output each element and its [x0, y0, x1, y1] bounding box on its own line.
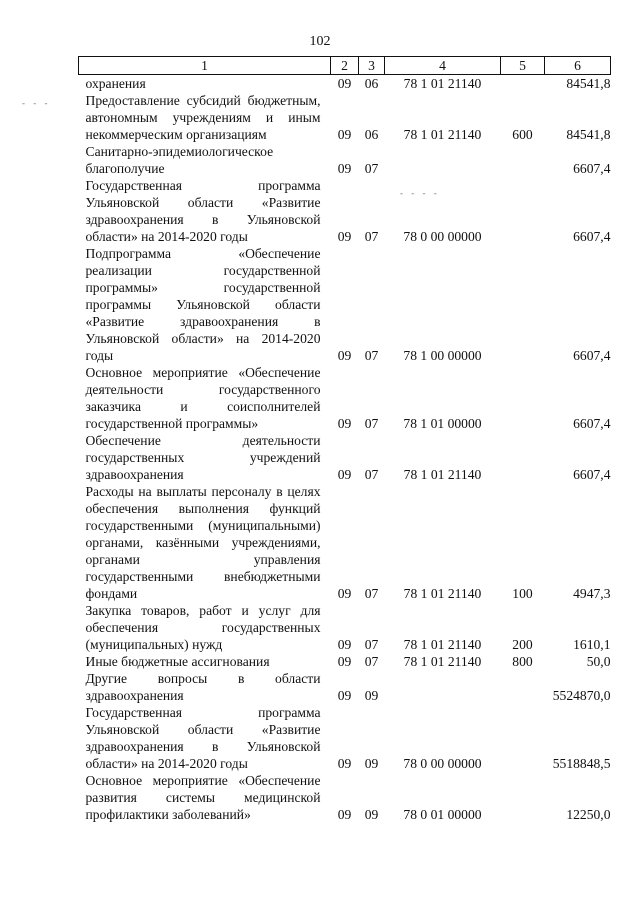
row-target-code: 78 1 01 21140 — [403, 637, 482, 652]
col-header-csr: 4 — [385, 57, 501, 75]
page-number: 102 — [309, 34, 331, 49]
col-header-sum: 6 — [545, 57, 611, 75]
col-header-rz: 2 — [331, 57, 359, 75]
table-row — [79, 75, 611, 93]
row-name: Санитарно-эпидемиологическое благополучие — [85, 144, 274, 176]
row-name: Основное мероприятие «Обеспечение развития системы медицинской профилактики заболеваний» — [85, 773, 321, 822]
row-name: Закупка товаров, работ и услуг для обеспечения государственных (муниципальных) нужд — [85, 603, 321, 652]
row-name: охранения — [85, 76, 146, 91]
row-section: 09 — [337, 467, 352, 482]
row-expense-type — [501, 177, 545, 245]
row-amount: 84541,8 — [566, 76, 611, 91]
row-target-code: 78 1 00 00000 — [403, 348, 482, 363]
row-amount: 4947,3 — [573, 586, 611, 601]
col-header-name: 1 — [79, 57, 331, 75]
row-amount: 6607,4 — [573, 161, 611, 176]
row-section: 09 — [337, 229, 352, 244]
row-target-code: 78 0 00 00000 — [403, 756, 482, 771]
row-amount: 6607,4 — [573, 229, 611, 244]
row-amount: 6607,4 — [573, 467, 611, 482]
row-section: 09 — [337, 127, 352, 142]
row-subsection: 06 — [364, 127, 379, 142]
row-target-code: 78 1 01 21140 — [403, 586, 482, 601]
row-subsection: 07 — [364, 229, 379, 244]
table-row — [79, 245, 611, 364]
row-expense-type — [501, 670, 545, 704]
row-expense-type — [501, 245, 545, 364]
row-section: 09 — [337, 161, 352, 176]
row-amount: 50,0 — [586, 654, 611, 669]
row-subsection: 09 — [364, 688, 379, 703]
row-name: Подпрограмма «Обеспечение реализации государственной программы» государственной программы Ульяновской области «Развитие здравоохранения в Ульяновской области» на 2014-2020 годы — [85, 246, 321, 363]
row-section: 09 — [337, 76, 352, 91]
row-amount: 6607,4 — [573, 416, 611, 431]
row-section: 09 — [337, 416, 352, 431]
row-section: 09 — [337, 807, 352, 822]
row-subsection: 09 — [364, 807, 379, 822]
row-section: 09 — [337, 654, 352, 669]
row-expense-type — [501, 432, 545, 483]
row-target-code: 78 0 01 00000 — [403, 807, 482, 822]
row-target-code — [385, 670, 501, 704]
scan-artifact-dash: - - - — [22, 98, 51, 108]
table-row — [79, 670, 611, 704]
table-row — [79, 177, 611, 245]
table-row — [79, 704, 611, 772]
table-row — [79, 772, 611, 823]
row-target-code: 78 1 01 21140 — [403, 76, 482, 91]
row-target-code: 78 1 01 00000 — [403, 416, 482, 431]
row-amount: 84541,8 — [566, 127, 611, 142]
row-name: Государственная программа Ульяновской области «Развитие здравоохранения в Ульяновской области» на 2014-2020 годы — [85, 178, 321, 244]
row-expense-type: 200 — [512, 637, 533, 652]
row-target-code: 78 1 01 21140 — [403, 467, 482, 482]
table-header-row — [79, 57, 611, 75]
col-header-pr: 3 — [359, 57, 385, 75]
row-section: 09 — [337, 637, 352, 652]
row-section: 09 — [337, 586, 352, 601]
budget-table — [78, 56, 611, 823]
row-subsection: 07 — [364, 467, 379, 482]
row-name: Иные бюджетные ассигнования — [85, 654, 270, 669]
row-amount: 1610,1 — [573, 637, 611, 652]
row-expense-type — [501, 364, 545, 432]
row-expense-type: 800 — [512, 654, 533, 669]
row-target-code: 78 1 01 21140 — [403, 127, 482, 142]
row-subsection: 07 — [364, 637, 379, 652]
table-row — [79, 602, 611, 653]
row-name: Другие вопросы в области здравоохранения — [85, 671, 321, 703]
row-expense-type — [501, 704, 545, 772]
row-subsection: 07 — [364, 348, 379, 363]
row-subsection: 07 — [364, 161, 379, 176]
row-subsection: 06 — [364, 76, 379, 91]
row-amount: 5518848,5 — [552, 756, 611, 771]
row-subsection: 09 — [364, 756, 379, 771]
row-section: 09 — [337, 348, 352, 363]
row-section: 09 — [337, 688, 352, 703]
row-target-code — [385, 143, 501, 177]
row-subsection: 07 — [364, 654, 379, 669]
row-expense-type: 600 — [512, 127, 533, 142]
row-amount: 12250,0 — [566, 807, 611, 822]
row-name: Предоставление субсидий бюджетным, автономным учреждениям и иным некоммерческим организациям — [85, 93, 321, 142]
row-expense-type: 100 — [512, 586, 533, 601]
row-name: Государственная программа Ульяновской области «Развитие здравоохранения в Ульяновской области» на 2014-2020 годы — [85, 705, 321, 771]
row-name: Основное мероприятие «Обеспечение деятельности государственного заказчика и соисполнителей государственной программы» — [85, 365, 321, 431]
table-row — [79, 432, 611, 483]
row-expense-type — [501, 75, 545, 93]
table-row — [79, 92, 611, 143]
row-section: 09 — [337, 756, 352, 771]
row-expense-type — [501, 772, 545, 823]
scan-artifact-dash: - - - - — [400, 188, 440, 198]
table-row — [79, 364, 611, 432]
col-header-vr: 5 — [501, 57, 545, 75]
table-row — [79, 143, 611, 177]
table-row — [79, 653, 611, 670]
row-subsection: 07 — [364, 586, 379, 601]
row-amount: 6607,4 — [573, 348, 611, 363]
row-target-code: 78 0 00 00000 — [403, 229, 482, 244]
row-subsection: 07 — [364, 416, 379, 431]
row-name: Расходы на выплаты персоналу в целях обеспечения выполнения функций государственными (муниципальными) органами, казёнными учреждениями, органами управления государственными внебюджетными фондами — [85, 484, 321, 601]
table-row — [79, 483, 611, 602]
row-expense-type — [501, 143, 545, 177]
row-name: Обеспечение деятельности государственных учреждений здравоохранения — [85, 433, 321, 482]
row-target-code: 78 1 01 21140 — [403, 654, 482, 669]
row-amount: 5524870,0 — [552, 688, 611, 703]
